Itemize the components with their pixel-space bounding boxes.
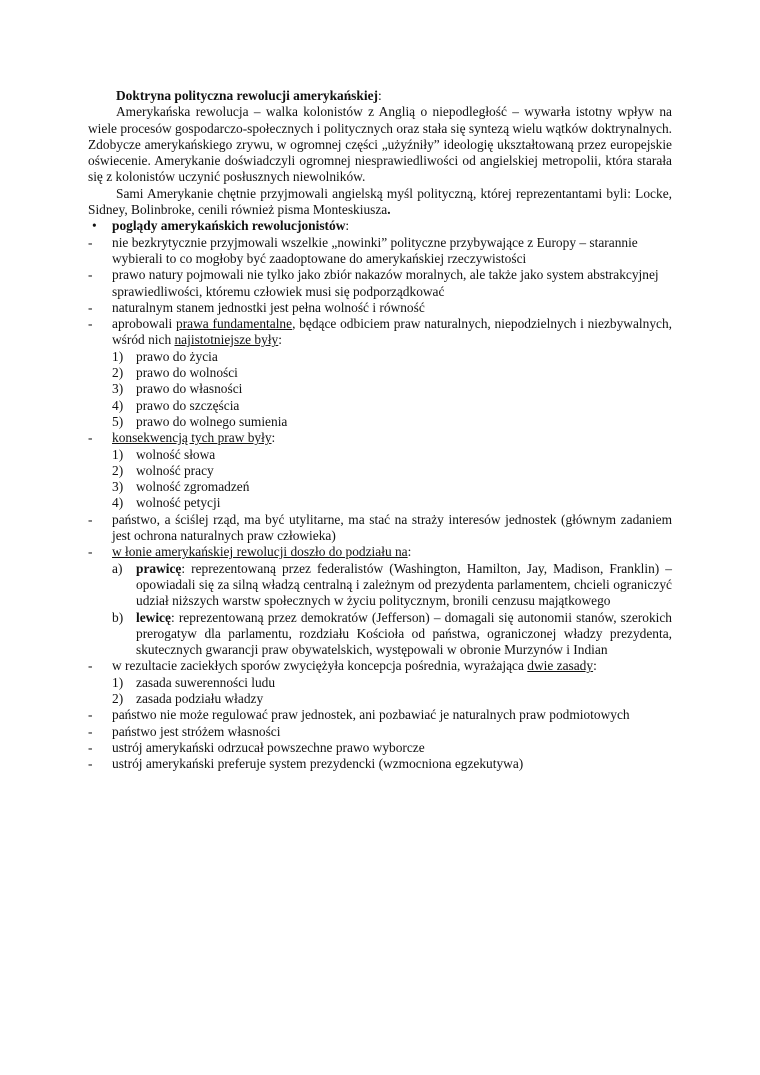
list-item-text — [112, 544, 672, 560]
item-number: 2) — [112, 690, 124, 706]
intro-paragraph-2-text: Sami Amerykanie chętnie przyjmowali angielską myśl polityczną, której reprezentantami byli: Locke, Sidney, Bolinbroke, cenili również pisma Monteskiusza — [88, 185, 672, 218]
faction-description: : reprezentowaną przez demokratów (Jefferson) – domagali się autonomii stanów, szerokich prerogatyw dla parlamentu, rozdziału Kościoła od państwa, ograniczonej władzy prezydenta, skutecznych gwarancji praw obywatelskich, występowali w obronie Murzynów i Indian — [136, 609, 672, 658]
underlined-text: najistotniejsze były — [174, 332, 279, 348]
section-colon: : — [345, 218, 350, 234]
list-item-text: ustrój amerykański preferuje system prezydencki (wzmocniona egzekutywa) — [112, 756, 524, 772]
faction-item-left — [88, 610, 672, 659]
item-letter: b) — [112, 609, 124, 625]
list-item — [88, 300, 672, 316]
rights-item — [88, 398, 672, 414]
dash-marker: - — [88, 723, 93, 739]
intro-paragraph-2 — [88, 186, 672, 219]
underlined-text: dwie zasady — [527, 658, 594, 674]
item-text: prawo do własności — [136, 381, 243, 397]
text-run: , będące odbiciem praw naturalnych, niepodzielnych i niezbywalnych, wśród nich — [112, 316, 673, 348]
item-number: 4) — [112, 397, 124, 413]
text-run: aprobowali — [112, 316, 177, 332]
bullet-marker: • — [92, 218, 97, 234]
list-item-text: państwo nie może regulować praw jednostek, ani pozbawiać je naturalnych praw podmiotowych — [112, 707, 630, 723]
item-text: wolność słowa — [136, 446, 216, 462]
dash-marker: - — [88, 756, 93, 772]
dash-marker: - — [88, 430, 93, 446]
item-text: prawo do wolności — [136, 365, 238, 381]
faction-name: prawicę — [136, 560, 182, 576]
dash-marker: - — [88, 739, 93, 755]
list-item — [88, 430, 672, 446]
list-item-text: państwo jest stróżem własności — [112, 723, 281, 739]
list-item-text: nie bezkrytycznie przyjmowali wszelkie „nowinki” polityczne przybywające z Europy – starannie wybierali to co mogłoby być zaadoptowane do amerykańskiej rzeczywistości — [112, 234, 638, 266]
item-number: 1) — [112, 348, 124, 364]
freedoms-item — [88, 479, 672, 495]
item-text: prawo do życia — [136, 348, 218, 364]
dash-marker: - — [88, 299, 93, 315]
item-number: 1) — [112, 674, 124, 690]
list-item — [88, 724, 672, 740]
freedoms-item — [88, 495, 672, 511]
item-number: 4) — [112, 495, 124, 511]
document-page — [88, 88, 672, 772]
intro-paragraph-2-end: . — [387, 202, 391, 218]
text-run: w rezultacie zaciekłych sporów zwyciężyła koncepcja pośrednia, wyrażająca — [112, 658, 528, 674]
text-run: : — [593, 658, 597, 674]
list-item — [88, 512, 672, 545]
item-number: 5) — [112, 413, 124, 429]
list-item — [88, 707, 672, 723]
dash-marker: - — [88, 658, 93, 674]
text-run: : — [271, 430, 276, 446]
item-text: zasada podziału władzy — [136, 690, 264, 706]
underlined-text: konsekwencją tych praw były — [112, 430, 272, 446]
faction-name: lewicę — [136, 609, 171, 625]
rights-list — [88, 349, 672, 430]
list-item — [88, 544, 672, 560]
principles-list — [88, 675, 672, 708]
list-item — [88, 316, 672, 349]
item-text: zasada suwerenności ludu — [136, 674, 276, 690]
dash-marker: - — [88, 707, 93, 723]
faction-text — [136, 610, 672, 659]
item-text: wolność pracy — [136, 462, 214, 478]
list-item — [88, 756, 672, 772]
item-number: 3) — [112, 381, 124, 397]
item-text: wolność zgromadzeń — [136, 479, 250, 495]
item-number: 2) — [112, 462, 124, 478]
list-item-text: naturalnym stanem jednostki jest pełna wolność i równość — [112, 299, 425, 315]
list-item-text: prawo natury pojmowali nie tylko jako zbiór nakazów moralnych, ale także jako system abstrakcyjnej sprawiedliwości, któremu człowiek musi się podporządkować — [112, 267, 659, 299]
list-item — [88, 658, 672, 674]
list-item-text: ustrój amerykański odrzucał powszechne prawo wyborcze — [112, 739, 425, 755]
list-item — [88, 235, 672, 268]
item-letter: a) — [112, 560, 123, 576]
list-item-text — [112, 430, 672, 446]
item-number: 2) — [112, 365, 124, 381]
intro-paragraph-1: Amerykańska rewolucja – walka kolonistów z Anglią o niepodległość – wywarła istotny wpływ na wiele procesów gospodarczo-społecznych i politycznych oraz stała się syntezą wielu wątków doktrynalnych. Zdobycze amerykańskiego zrywu, w ogromnej części „użyźniły” ideologię ukształtowaną przez europejskie oświecenie. Amerykanie doświadczyli ogromnej niesprawiedliwości od angielskiej metropolii, która starała się z kolonistów uczynić posłusznych niewolników. — [88, 104, 672, 185]
faction-item-right — [88, 561, 672, 610]
faction-text — [136, 561, 672, 610]
list-item-text: państwo, a ściślej rząd, ma być utylitarne, ma stać na straży interesów jednostek (głównym zadaniem jest ochrona naturalnych praw człowieka) — [112, 511, 672, 544]
dash-marker: - — [88, 511, 93, 527]
principles-item — [88, 675, 672, 691]
underlined-text: w łonie amerykańskiej rewolucji doszło do podziału na — [112, 544, 408, 560]
rights-item — [88, 381, 672, 397]
title-text: Doktryna polityczna rewolucji amerykańskiej — [116, 88, 378, 103]
dash-marker: - — [88, 316, 93, 332]
item-number: 1) — [112, 446, 124, 462]
freedoms-item — [88, 447, 672, 463]
list-item-text — [112, 316, 672, 349]
document-title — [88, 88, 672, 104]
rights-item — [88, 365, 672, 381]
list-item — [88, 740, 672, 756]
faction-description: : reprezentowaną przez federalistów (Washington, Hamilton, Jay, Madison, Franklin) – opowiadali się za silną władzą centralną i zależnym od prezydenta parlamentem, chcieli ograniczyć udział niższych warstw społecznych w życiu politycznym, bronili cenzusu majątkowego — [136, 560, 672, 609]
underlined-text: prawa fundamentalne — [176, 316, 293, 332]
item-text: prawo do szczęścia — [136, 397, 240, 413]
section-bullet — [88, 218, 672, 234]
list-item — [88, 267, 672, 300]
rights-item — [88, 349, 672, 365]
rights-item — [88, 414, 672, 430]
item-text: prawo do wolnego sumienia — [136, 413, 288, 429]
freedoms-list — [88, 447, 672, 512]
item-text: wolność petycji — [136, 495, 221, 511]
dash-marker: - — [88, 544, 93, 560]
principles-item — [88, 691, 672, 707]
dash-marker: - — [88, 234, 93, 250]
section-heading: poglądy amerykańskich rewolucjonistów — [112, 218, 346, 234]
item-number: 3) — [112, 479, 124, 495]
text-run: : — [407, 544, 412, 560]
dash-marker: - — [88, 267, 93, 283]
title-colon: : — [377, 88, 382, 103]
list-item-text — [112, 658, 672, 674]
text-run: : — [278, 332, 282, 348]
freedoms-item — [88, 463, 672, 479]
